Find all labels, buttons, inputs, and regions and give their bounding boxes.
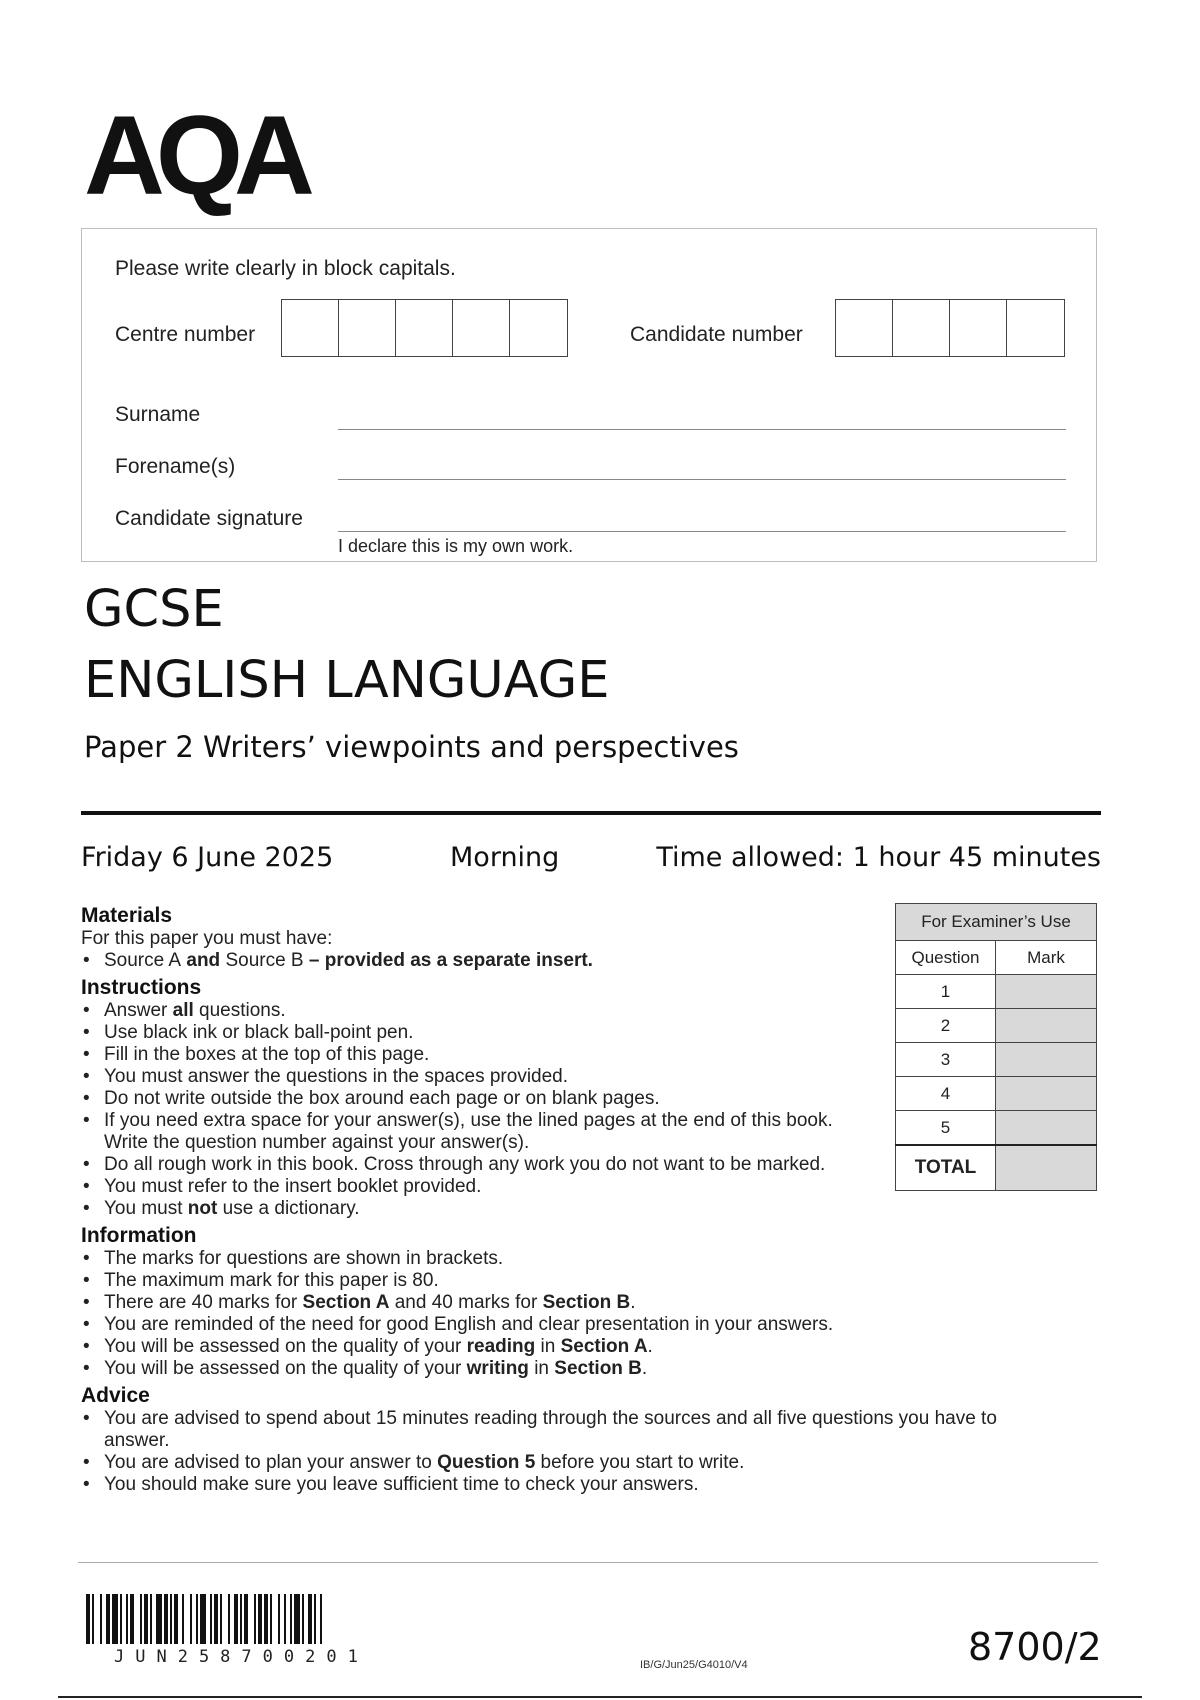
text: Answer — [104, 1000, 173, 1021]
barcode-bar — [196, 1594, 198, 1644]
centre-number-label: Centre number — [115, 323, 256, 346]
barcode-bar — [140, 1594, 142, 1644]
question-number-cell: 1 — [896, 975, 996, 1009]
barcode-bar — [92, 1594, 94, 1644]
table-row — [896, 975, 1097, 1009]
text: Do all rough work in this book. Cross through any work you do not want to be marked. — [104, 1154, 826, 1175]
forenames-label: Forename(s) — [115, 455, 236, 478]
forenames-field[interactable] — [338, 479, 1066, 480]
subject-title: ENGLISH LANGUAGE — [84, 651, 610, 710]
barcode-bar — [290, 1594, 292, 1644]
text: use a dictionary. — [217, 1198, 360, 1219]
reference-code: IB/G/Jun25/G4010/V4 — [640, 1659, 748, 1671]
text: . — [630, 1292, 636, 1313]
list-item — [81, 1452, 1021, 1474]
qualification-title: GCSE — [84, 580, 224, 639]
candidate-number-digit-box[interactable] — [1007, 300, 1064, 356]
list-item — [81, 1110, 861, 1154]
text: in — [535, 1336, 561, 1357]
materials-list — [81, 950, 901, 972]
mark-cell — [996, 1009, 1097, 1043]
centre-number-digit-box[interactable] — [282, 300, 339, 356]
bold-text: not — [187, 1198, 218, 1219]
barcode-bar — [112, 1594, 118, 1644]
list-item — [81, 1066, 861, 1088]
barcode-bar — [220, 1594, 222, 1644]
list-item — [81, 1000, 861, 1022]
bold-text: Section B — [554, 1358, 642, 1379]
text: You should make sure you leave sufficient time to check your answers. — [104, 1474, 699, 1495]
barcode-bar — [174, 1594, 178, 1644]
mark-cell — [996, 1077, 1097, 1111]
list-item — [81, 1474, 1021, 1496]
text: Source A — [104, 950, 182, 971]
barcode-bar — [314, 1594, 316, 1644]
instructions-heading: Instructions — [81, 976, 202, 999]
materials-intro: For this paper you must have: — [81, 928, 333, 949]
barcode-bar — [144, 1594, 148, 1644]
barcode-bar — [156, 1594, 162, 1644]
total-mark-cell — [996, 1145, 1097, 1191]
list-item — [81, 1154, 861, 1176]
text: You must answer the questions in the spaces provided. — [104, 1066, 569, 1087]
bold-text: Section B — [542, 1292, 631, 1313]
text: before you start to write. — [535, 1452, 745, 1473]
text: You must — [104, 1198, 188, 1219]
barcode-digits: JUN258700201 — [114, 1647, 369, 1667]
barcode-bar — [214, 1594, 218, 1644]
barcode-bar — [320, 1594, 322, 1644]
table-row — [896, 1077, 1097, 1111]
barcode-bar — [278, 1594, 280, 1644]
text: Fill in the boxes at the top of this page. — [104, 1044, 430, 1065]
barcode-bar — [228, 1594, 230, 1644]
barcode-bar — [284, 1594, 286, 1644]
centre-number-boxes[interactable] — [281, 299, 568, 357]
footer-divider — [78, 1562, 1098, 1563]
information-heading: Information — [81, 1224, 197, 1247]
barcode-bar — [244, 1594, 248, 1644]
barcode-bar — [258, 1594, 262, 1644]
advice-list — [81, 1408, 1021, 1496]
barcode-bar — [100, 1594, 102, 1644]
list-item — [81, 1408, 1021, 1452]
list-item — [81, 1358, 901, 1380]
list-item — [81, 950, 901, 972]
bold-text: – provided as a separate insert. — [303, 950, 593, 971]
barcode-bar — [240, 1594, 242, 1644]
paper-title: Paper 2 Writers’ viewpoints and perspectives — [84, 730, 739, 764]
table-row — [896, 1111, 1097, 1146]
exam-session: Morning — [450, 842, 560, 873]
text: There are 40 marks for — [104, 1292, 303, 1313]
mark-cell — [996, 975, 1097, 1009]
bold-text: writing — [466, 1358, 529, 1379]
barcode-bar — [86, 1594, 90, 1644]
question-number-cell: 2 — [896, 1009, 996, 1043]
barcode-bar — [126, 1594, 128, 1644]
surname-field[interactable] — [338, 429, 1066, 430]
list-item — [81, 1176, 861, 1198]
barcode-bar — [130, 1594, 134, 1644]
total-row — [896, 1145, 1097, 1191]
information-list — [81, 1248, 901, 1380]
bold-text: reading — [466, 1336, 536, 1357]
question-number-cell: 3 — [896, 1043, 996, 1077]
text: Do not write outside the box around each page or on blank pages. — [104, 1088, 660, 1109]
barcode-bar — [190, 1594, 192, 1644]
centre-number-digit-box[interactable] — [339, 300, 396, 356]
text: You are advised to plan your answer to — [104, 1452, 438, 1473]
bold-text: Section A — [560, 1336, 648, 1357]
text: The marks for questions are shown in brackets. — [104, 1248, 504, 1269]
list-item — [81, 1044, 861, 1066]
barcode-bar — [106, 1594, 110, 1644]
candidate-number-boxes[interactable] — [835, 299, 1065, 357]
mark-cell — [996, 1111, 1097, 1146]
list-item — [81, 1088, 861, 1110]
candidate-number-label: Candidate number — [630, 323, 803, 346]
examiners-use-table — [895, 903, 1097, 1191]
table-row — [896, 1043, 1097, 1077]
instructions-list — [81, 1000, 861, 1220]
question-column-header: Question — [896, 941, 996, 975]
barcode-bar — [264, 1594, 268, 1644]
examiners-use-title: For Examiner’s Use — [896, 904, 1097, 941]
barcode-bar — [120, 1594, 122, 1644]
barcode-bar — [294, 1594, 300, 1644]
barcode-bar — [270, 1594, 272, 1644]
text: You are reminded of the need for good English and clear presentation in your answers. — [104, 1314, 834, 1335]
bold-text: and — [181, 950, 226, 971]
centre-number-digit-box[interactable] — [453, 300, 510, 356]
table-row — [896, 1009, 1097, 1043]
own-work-declaration: I declare this is my own work. — [338, 536, 574, 556]
barcode-bar — [308, 1594, 312, 1644]
barcode-bar — [302, 1594, 304, 1644]
centre-number-digit-box[interactable] — [510, 300, 567, 356]
mark-cell — [996, 1043, 1097, 1077]
text: You are advised to spend about 15 minutes reading through the sources and all five questions you have to answer. — [104, 1408, 997, 1451]
barcode-bar — [170, 1594, 172, 1644]
question-number-cell: 5 — [896, 1111, 996, 1146]
total-label: TOTAL — [896, 1145, 996, 1191]
mark-column-header: Mark — [996, 941, 1097, 975]
text: Source B — [225, 950, 304, 971]
list-item — [81, 1198, 861, 1220]
text: You will be assessed on the quality of your — [104, 1336, 467, 1357]
title-divider — [81, 811, 1101, 815]
list-item — [81, 1248, 901, 1270]
barcode-bar — [234, 1594, 238, 1644]
candidate-number-digit-box[interactable] — [893, 300, 950, 356]
signature-field[interactable] — [338, 531, 1066, 532]
text: in — [528, 1358, 555, 1379]
text: and 40 marks for — [389, 1292, 543, 1313]
text: Use black ink or black ball-point pen. — [104, 1022, 414, 1043]
barcode-bar — [182, 1594, 184, 1644]
barcode-bar — [164, 1594, 168, 1644]
bold-text: Question 5 — [437, 1452, 536, 1473]
exam-date: Friday 6 June 2025 — [81, 842, 334, 873]
barcode-bar — [210, 1594, 212, 1644]
barcode — [86, 1594, 470, 1644]
paper-code: 8700/2 — [968, 1625, 1102, 1669]
text: questions. — [193, 1000, 286, 1021]
surname-label: Surname — [115, 403, 201, 426]
list-item — [81, 1292, 901, 1314]
question-number-cell: 4 — [896, 1077, 996, 1111]
list-item — [81, 1022, 861, 1044]
centre-number-digit-box[interactable] — [396, 300, 453, 356]
text: . — [647, 1336, 653, 1357]
time-allowed: Time allowed: 1 hour 45 minutes — [656, 842, 1101, 873]
materials-heading: Materials — [81, 904, 173, 927]
barcode-bar — [150, 1594, 152, 1644]
text: You will be assessed on the quality of your — [104, 1358, 467, 1379]
signature-label: Candidate signature — [115, 507, 303, 530]
candidate-number-digit-box[interactable] — [950, 300, 1007, 356]
aqa-logo: AQA — [84, 93, 306, 218]
list-item — [81, 1270, 901, 1292]
barcode-bar — [200, 1594, 206, 1644]
text: . — [641, 1358, 648, 1379]
bold-text: Section A — [302, 1292, 390, 1313]
candidate-number-digit-box[interactable] — [836, 300, 893, 356]
bold-text: all — [172, 1000, 194, 1021]
page-bottom-edge — [58, 1696, 1142, 1698]
list-item — [81, 1314, 901, 1336]
advice-heading: Advice — [81, 1384, 150, 1407]
text: You must refer to the insert booklet provided. — [104, 1176, 482, 1197]
block-capitals-instruction: Please write clearly in block capitals. — [115, 257, 456, 280]
list-item — [81, 1336, 901, 1358]
text: The maximum mark for this paper is 80. — [104, 1270, 439, 1291]
text: If you need extra space for your answer(s), use the lined pages at the end of this book. Write the question number against your answer(s). — [104, 1110, 833, 1153]
barcode-bar — [254, 1594, 256, 1644]
